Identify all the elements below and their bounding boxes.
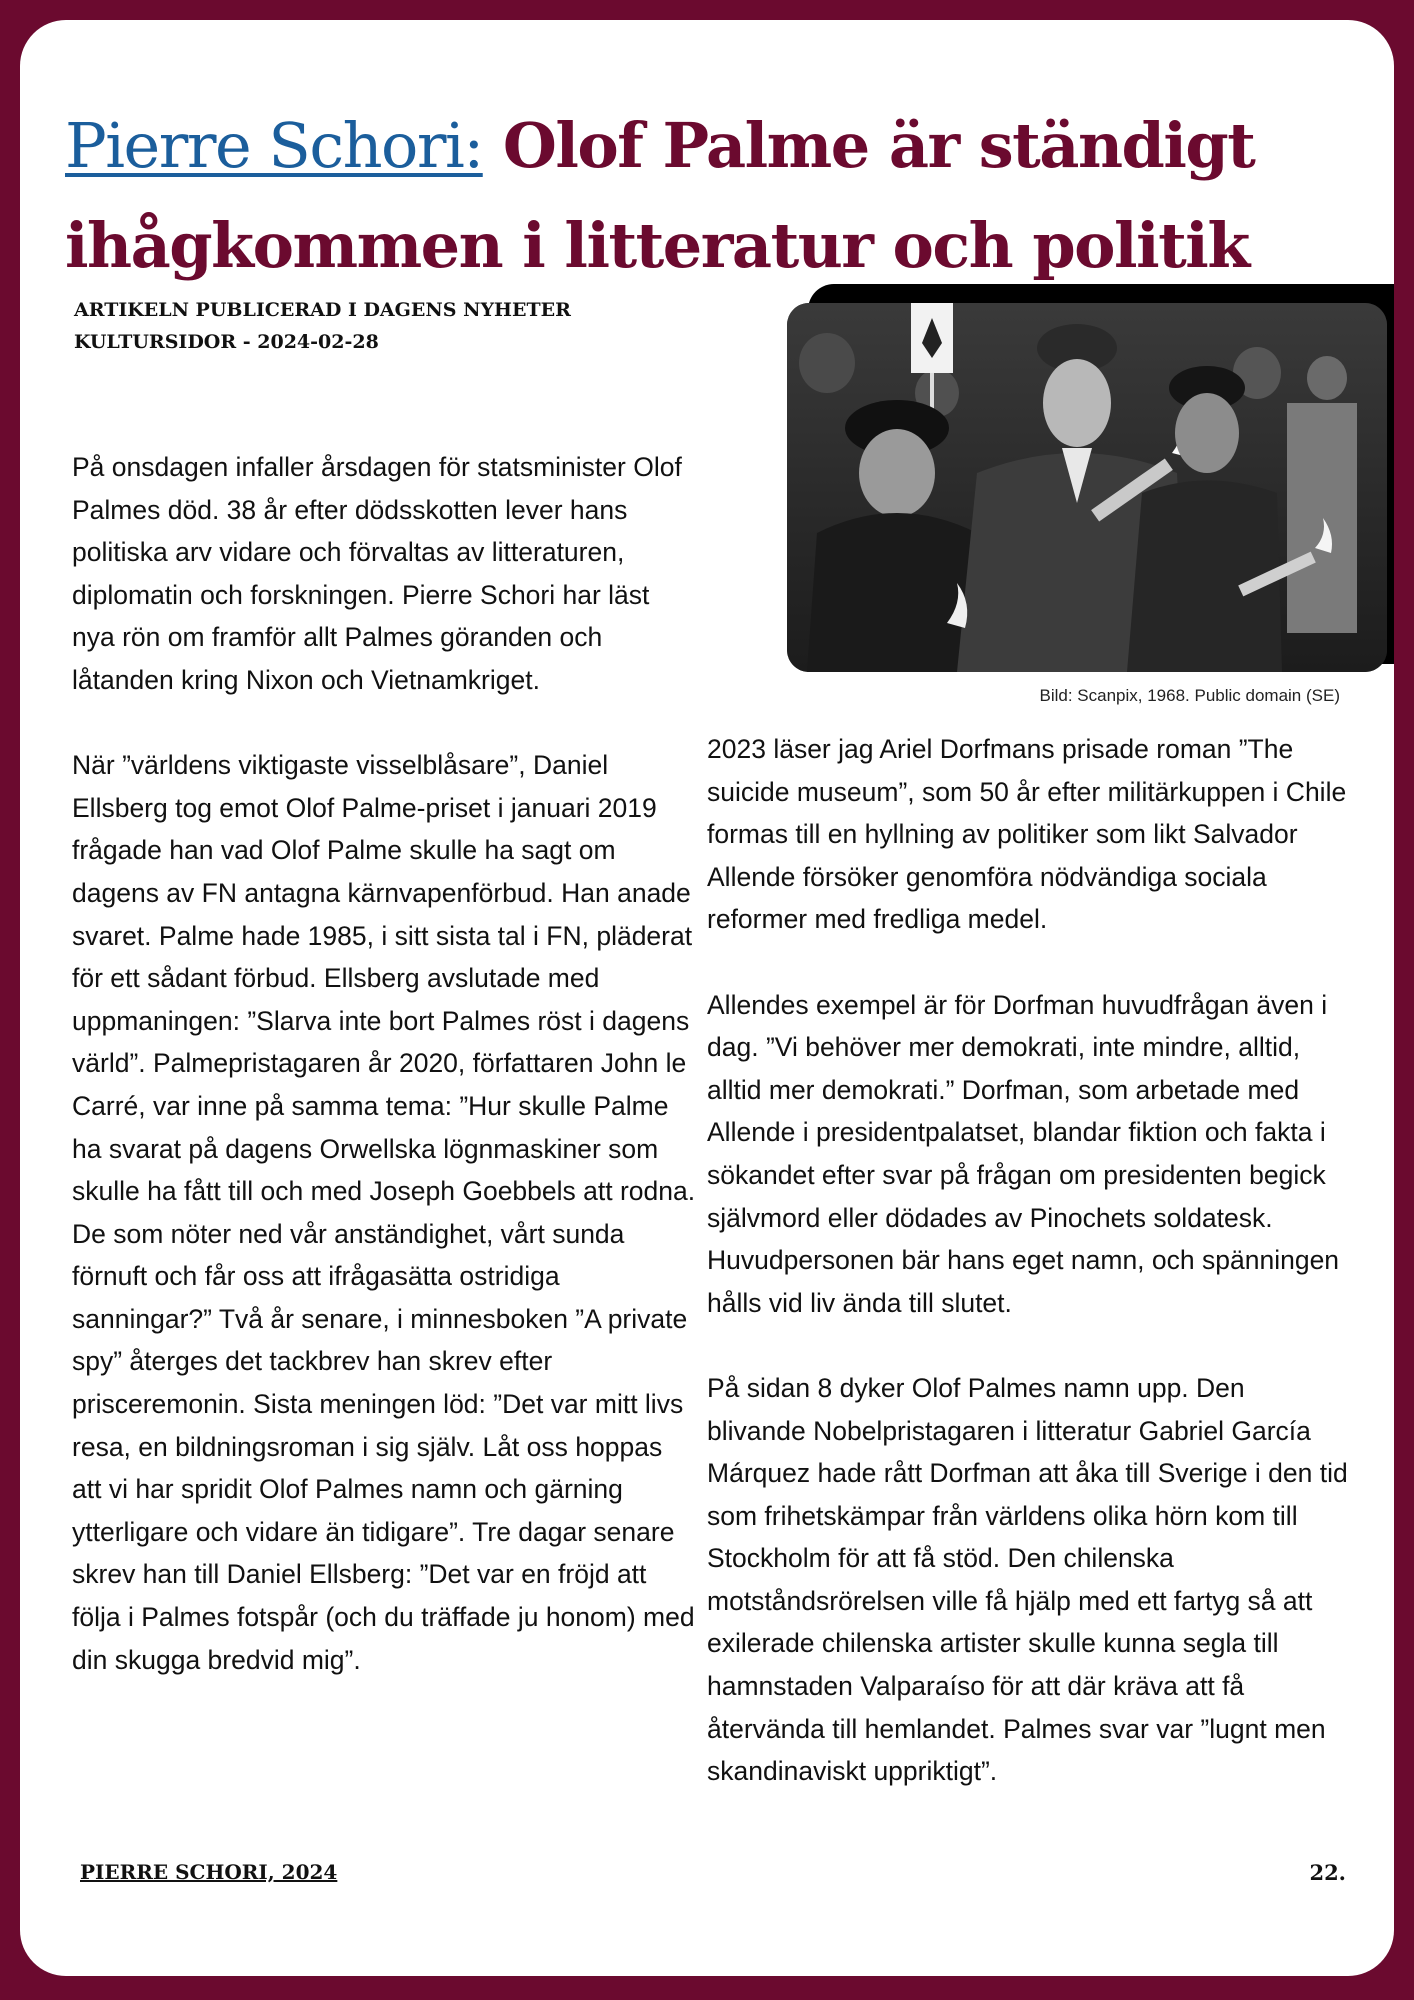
author-link[interactable]: Pierre Schori: [65, 109, 483, 182]
article-headline [65, 96, 1265, 296]
photo-caption: Bild: Scanpix, 1968. Public domain (SE) [1039, 686, 1340, 705]
page-card [20, 20, 1394, 1976]
right-column [707, 728, 1349, 1835]
paragraph: När ”världens viktigaste visselblåsare”, Daniel Ellsberg tog emot Olof Palme-priset i januari 2019 frågade han vad Olof Palme skulle ha sagt om dagens av FN antagna kärnvapenförbud. Han anade svaret. Palme hade 1985, i sitt sista tal i FN, pläderat för ett sådant förbud. Ellsberg avslutade med uppmaningen: ”Slarva inte bort Palmes röst i dagens värld”. Palmepristagaren år 2020, författaren John le Carré, var inne på samma tema: ”Hur skulle Palme ha svarat på dagens Orwellska lögnmaskiner som skulle ha fått till och med Joseph Goebbels att rodna. De som nöter ned vår anständighet, vårt sunda förnuft och får oss att ifrågasätta ostridiga sanningar?” Två år senare, i minnesboken ”A private spy” återges det tackbrev han skrev efter prisceremonin. Sista meningen löd: ”Det var mitt livs resa, en bildningsroman i sig själv. Låt oss hoppas att vi har spridit Olof Palmes namn och gärning ytterligare och vidare än tidigare”. Tre dagar senare skrev han till Daniel Ellsberg: ”Det var en fröjd att följa i Palmes fotspår (och du träffade ju honom) med din skugga bredvid mig”. [72, 750, 696, 1675]
left-column [72, 446, 696, 1724]
publication-info [74, 294, 634, 358]
torch-march-photo [787, 303, 1387, 672]
article-photo [787, 303, 1387, 672]
paragraph: Allendes exempel är för Dorfman huvudfrågan även i dag. ”Vi behöver mer demokrati, inte mindre, alltid, alltid mer demokrati.” Dorfman, som arbetade med Allende i presidentpalatset, blandar fiktion och fakta i sökandet efter svar på frågan om presidenten begick självmord eller dödades av Pinochets soldatesk. Huvudpersonen bär hans eget namn, och spänningen hålls vid liv ända till slutet. [707, 989, 1340, 1318]
publication-line: ARTIKELN PUBLICERAD I DAGENS NYHETER [74, 299, 571, 321]
paragraph: På onsdagen infaller årsdagen för statsminister Olof Palmes död. 38 år efter dödsskotten lever hans politiska arv vidare och förvaltas av litteraturen, diplomatin och forskningen. Pierre Schori har läst nya rön om framför allt Palmes göranden och låtanden kring Nixon och Vietnamkriget. [72, 452, 682, 695]
paragraph: På sidan 8 dyker Olof Palmes namn upp. Den blivande Nobelpristagaren i litteratur Gabriel García Márquez hade rått Dorfman att åka till Sverige i den tid som frihetskämpar från världens olika hörn kom till Stockholm för att få stöd. Den chilenska motståndsrörelsen ville få hjälp med ett fartyg så att exilerade chilenska artister skulle kunna segla till hamnstaden Valparaíso för att där kräva att få återvända till hemlandet. Palmes svar var ”lugnt men skandinaviskt uppriktigt”. [707, 1372, 1348, 1787]
footer-author: PIERRE SCHORI, 2024 [80, 1860, 338, 1884]
publication-line: KULTURSIDOR - 2024-02-28 [74, 331, 379, 353]
article-title: Olof Palme är ständigt ihågkommen i litteratur och politik [65, 109, 1255, 282]
page-number: 22. [1309, 1860, 1346, 1885]
paragraph: 2023 läser jag Ariel Dorfmans prisade roman ”The suicide museum”, som 50 år efter militärkuppen i Chile formas till en hyllning av politiker som likt Salvador Allende försöker genomföra nödvändiga sociala reformer med fredliga medel. [707, 734, 1347, 935]
